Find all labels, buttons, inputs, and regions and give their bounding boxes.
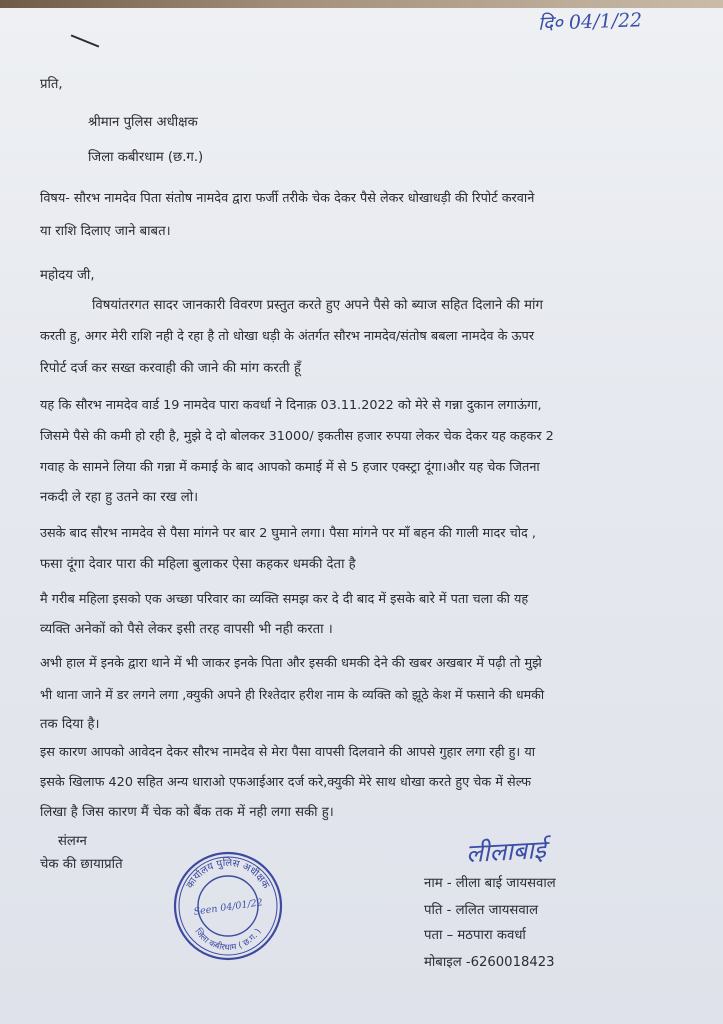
stamp-seen-note: Seen 04/01/22 bbox=[193, 897, 264, 918]
paragraph-3-line: फसा दूंगा देवार पारा की महिला बुलाकर ऐसा कहकर धमकी देता है bbox=[40, 557, 356, 572]
stamp-ring-bottom: जिला कबीरधाम ( छ.ग. ) bbox=[192, 926, 264, 954]
paragraph-3-line: उसके बाद सौरभ नामदेव से पैसा मांगने पर बार 2 घुमाने लगा। पैसा मांगने पर माँ बहन की गाली मादर चोद , bbox=[40, 526, 536, 541]
addressee-line-2: जिला कबीरधाम (छ.ग.) bbox=[88, 150, 204, 165]
sender-name: नाम - लीला बाई जायसवाल bbox=[424, 876, 556, 891]
subject-line-1: विषय- सौरभ नामदेव पिता संतोष नामदेव द्वारा फर्जी तरीके चेक देकर पैसे लेकर धोखाधड़ी की रिपोर्ट करवाने bbox=[40, 191, 535, 206]
paragraph-6-line: लिखा है जिस कारण मैं चेक को बैंक तक में नही लगा सकी हु। bbox=[40, 805, 334, 820]
paragraph-2-line: यह कि सौरभ नामदेव वार्ड 19 नामदेव पारा कवर्धा ने दिनाक़ 03.11.2022 को मेरे से गन्ना दुकान लगाऊंगा, bbox=[40, 398, 542, 413]
enclosure-item: चेक की छायाप्रति bbox=[40, 857, 123, 872]
paragraph-2-line: नकदी ले रहा हु उतने का रख लो। bbox=[40, 490, 199, 505]
sender-address: पता – मठपारा कवर्धा bbox=[424, 928, 526, 943]
office-stamp bbox=[172, 850, 284, 962]
handwritten-date: दि० 04/1/22 bbox=[537, 9, 643, 35]
paragraph-2-line: गवाह के सामने लिया की गन्ना में कमाई के बाद आपको कमाई में से 5 हजार एक्स्ट्रा दूंगा।और यह चेक जितना bbox=[40, 460, 540, 475]
salutation-to: प्रति, bbox=[40, 77, 63, 92]
paragraph-2-line: जिसमे पैसे की कमी हो रही है, मुझे दे दो बोलकर 31000/ इकतीस हजार रुपया लेकर चेक देकर यह कहकर 2 bbox=[40, 429, 554, 444]
paragraph-1-line: रिपोर्ट दर्ज कर सख्त करवाही की जाने की मांग करती हूँ bbox=[40, 361, 301, 376]
stamp-ring-top: कार्यालय पुलिस अधीक्षक bbox=[184, 857, 272, 891]
paragraph-5-line: भी थाना जाने में डर लगने लगा ,क्युकी अपने ही रिश्तेदार हरीश नाम के व्यक्ति को झूठे केश में फसाने की धमकी bbox=[40, 687, 545, 702]
pen-mark bbox=[71, 34, 100, 47]
signature: लीलाबाई bbox=[465, 834, 547, 869]
sender-mobile: मोबाइल -6260018423 bbox=[424, 955, 555, 970]
paragraph-1-line: विषयांतरगत सादर जानकारी विवरण प्रस्तुत करते हुए अपने पैसे को ब्याज सहित दिलाने की मांग bbox=[92, 298, 543, 313]
paragraph-6-line: इसके खिलाफ 420 सहित अन्य धाराओ एफआईआर दर्ज करे,क्युकी मेरे साथ धोखा करते हुए चेक में सेल्फ bbox=[40, 775, 532, 790]
paragraph-5-line: अभी हाल में इनके द्वारा थाने में भी जाकर इनके पिता और इसकी धमकी देने की खबर अखबार में पढ़ी तो मुझे bbox=[40, 656, 542, 671]
paragraph-4-line: मै गरीब महिला इसको एक अच्छा परिवार का व्यक्ति समझ कर दे दी बाद में इसके बारे में पता चला की यह bbox=[40, 592, 529, 607]
paragraph-4-line: व्यक्ति अनेकों को पैसे लेकर इसी तरह वापसी भी नही करता । bbox=[40, 622, 333, 637]
addressee-line-1: श्रीमान पुलिस अधीक्षक bbox=[88, 115, 198, 130]
greeting: महोदय जी, bbox=[40, 268, 95, 283]
paragraph-5-line: तक दिया है। bbox=[40, 717, 100, 732]
sender-husband: पति - ललित जायसवाल bbox=[424, 903, 539, 918]
subject-line-2: या राशि दिलाए जाने बाबत। bbox=[40, 224, 171, 239]
enclosure-label: संलग्न bbox=[58, 834, 87, 849]
paragraph-6-line: इस कारण आपको आवेदन देकर सौरभ नामदेव से मेरा पैसा वापसी दिलवाने की आपसे गुहार लगा रही हु। या bbox=[40, 745, 536, 760]
paragraph-1-line: करती हु, अगर मेरी राशि नही दे रहा है तो धोखा धड़ी के अंतर्गत सौरभ नामदेव/संतोष बबला नामदेव के ऊपर bbox=[40, 329, 535, 344]
